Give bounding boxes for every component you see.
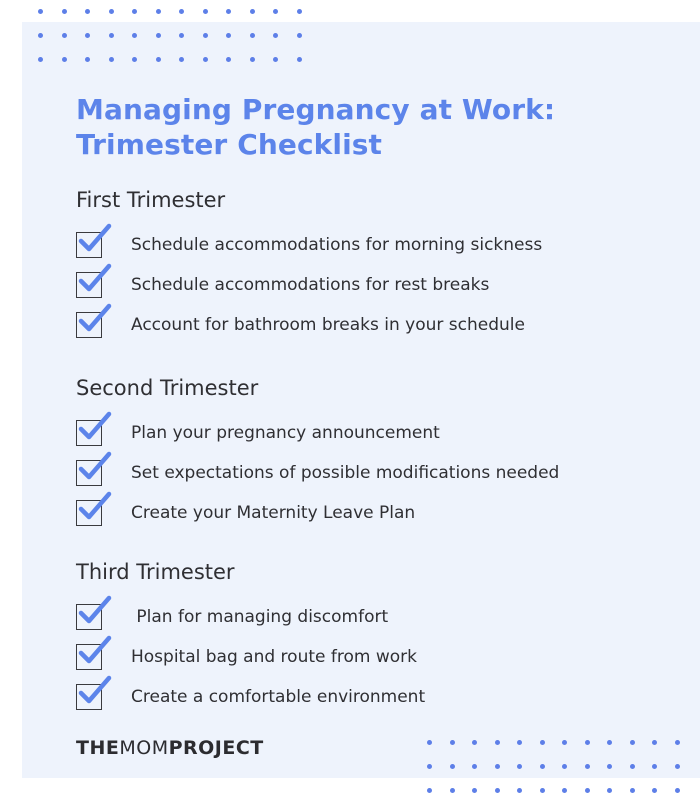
- dot: [427, 740, 432, 745]
- checkmark-icon: [78, 596, 112, 626]
- dot: [607, 764, 612, 769]
- dot: [203, 9, 208, 14]
- dot: [156, 57, 161, 62]
- dot: [472, 788, 477, 793]
- checkmark-icon: [78, 224, 112, 254]
- dot: [540, 764, 545, 769]
- checklist-item-label: Create a comfortable environment: [131, 687, 426, 707]
- dot: [179, 9, 184, 14]
- dot: [675, 740, 680, 745]
- checkmark-icon: [78, 452, 112, 482]
- dot: [273, 9, 278, 14]
- brand-logo: [76, 737, 264, 759]
- dot: [156, 9, 161, 14]
- dot: [427, 764, 432, 769]
- dot: [226, 57, 231, 62]
- dot: [179, 57, 184, 62]
- dot: [562, 764, 567, 769]
- dot: [540, 788, 545, 793]
- checklist-third-trimester: [76, 595, 425, 715]
- checklist-item-label: Plan for managing discomfort: [131, 607, 389, 627]
- checklist-item-label: Schedule accommodations for rest breaks: [131, 275, 490, 295]
- dot: [109, 9, 114, 14]
- dot: [62, 57, 67, 62]
- dot: [156, 33, 161, 38]
- dot: [630, 788, 635, 793]
- dot: [585, 788, 590, 793]
- dot: [517, 740, 522, 745]
- checkmark-icon: [78, 676, 112, 706]
- dot: [630, 740, 635, 745]
- dot: [250, 9, 255, 14]
- dot: [297, 9, 302, 14]
- dot: [226, 33, 231, 38]
- dot: [585, 740, 590, 745]
- checkbox[interactable]: [76, 640, 106, 670]
- checklist-item: [76, 223, 542, 263]
- dot: [675, 764, 680, 769]
- checkmark-icon: [78, 264, 112, 294]
- dot: [427, 788, 432, 793]
- checkmark-icon: [78, 412, 112, 442]
- checkbox[interactable]: [76, 416, 106, 446]
- dot: [652, 740, 657, 745]
- checklist-item: [76, 263, 542, 303]
- title-line-2: Trimester Checklist: [76, 128, 383, 161]
- checkmark-icon: [78, 304, 112, 334]
- dot: [495, 764, 500, 769]
- checkmark-icon: [78, 636, 112, 666]
- dot: [226, 9, 231, 14]
- dot: [85, 33, 90, 38]
- dot: [450, 764, 455, 769]
- section-heading-third-trimester: Third Trimester: [76, 560, 235, 584]
- checklist-item-label: Schedule accommodations for morning sickness: [131, 235, 543, 255]
- dot: [38, 33, 43, 38]
- checkmark-icon: [78, 492, 112, 522]
- dot: [250, 57, 255, 62]
- dot: [472, 740, 477, 745]
- checklist-item: [76, 635, 425, 675]
- checkbox[interactable]: [76, 456, 106, 486]
- dot: [203, 33, 208, 38]
- dot: [562, 788, 567, 793]
- dot: [109, 33, 114, 38]
- dot: [132, 33, 137, 38]
- dot: [450, 788, 455, 793]
- dot: [38, 9, 43, 14]
- dot: [203, 57, 208, 62]
- dot: [450, 740, 455, 745]
- dot: [132, 9, 137, 14]
- checkbox[interactable]: [76, 228, 106, 258]
- dot: [495, 740, 500, 745]
- checklist-second-trimester: [76, 411, 559, 531]
- dot: [675, 788, 680, 793]
- checklist-item-label: Account for bathroom breaks in your schedule: [131, 315, 525, 335]
- section-heading-second-trimester: Second Trimester: [76, 376, 259, 400]
- dot: [109, 57, 114, 62]
- dot: [85, 9, 90, 14]
- dot: [517, 788, 522, 793]
- checklist-item: [76, 411, 559, 451]
- dot: [62, 9, 67, 14]
- checklist-item: [76, 675, 425, 715]
- dot: [585, 764, 590, 769]
- checklist-first-trimester: [76, 223, 542, 343]
- dot: [562, 740, 567, 745]
- dot-grid-bottom-decoration: [427, 740, 680, 793]
- dot: [472, 764, 477, 769]
- dot: [273, 33, 278, 38]
- checklist-item-label: Set expectations of possible modifications needed: [131, 463, 560, 483]
- section-heading-first-trimester: First Trimester: [76, 188, 226, 212]
- checklist-item: [76, 491, 559, 531]
- brand-logo-part-project: PROJECT: [168, 737, 264, 759]
- dot: [62, 33, 67, 38]
- dot-grid-top-decoration: [38, 9, 302, 62]
- dot: [495, 788, 500, 793]
- checklist-item-label: Create your Maternity Leave Plan: [131, 503, 416, 523]
- title-line-1: Managing Pregnancy at Work:: [76, 93, 556, 126]
- checklist-item: [76, 451, 559, 491]
- dot: [250, 33, 255, 38]
- checkbox[interactable]: [76, 496, 106, 526]
- checkbox[interactable]: [76, 680, 106, 710]
- dot: [132, 57, 137, 62]
- dot: [273, 57, 278, 62]
- dot: [652, 788, 657, 793]
- dot: [517, 764, 522, 769]
- dot: [297, 33, 302, 38]
- dot: [607, 740, 612, 745]
- checkbox[interactable]: [76, 600, 106, 630]
- checkbox[interactable]: [76, 308, 106, 338]
- dot: [38, 57, 43, 62]
- checklist-item-label: Plan your pregnancy announcement: [131, 423, 440, 443]
- checklist-item: [76, 595, 425, 635]
- page-title: [76, 92, 555, 162]
- dot: [540, 740, 545, 745]
- dot: [85, 57, 90, 62]
- checkbox[interactable]: [76, 268, 106, 298]
- brand-logo-part-the: THE: [76, 737, 120, 759]
- checklist-item: [76, 303, 542, 343]
- dot: [630, 764, 635, 769]
- checklist-item-label: Hospital bag and route from work: [131, 647, 417, 667]
- dot: [607, 788, 612, 793]
- dot: [652, 764, 657, 769]
- brand-logo-part-mom: MOM: [119, 737, 169, 759]
- dot: [179, 33, 184, 38]
- dot: [297, 57, 302, 62]
